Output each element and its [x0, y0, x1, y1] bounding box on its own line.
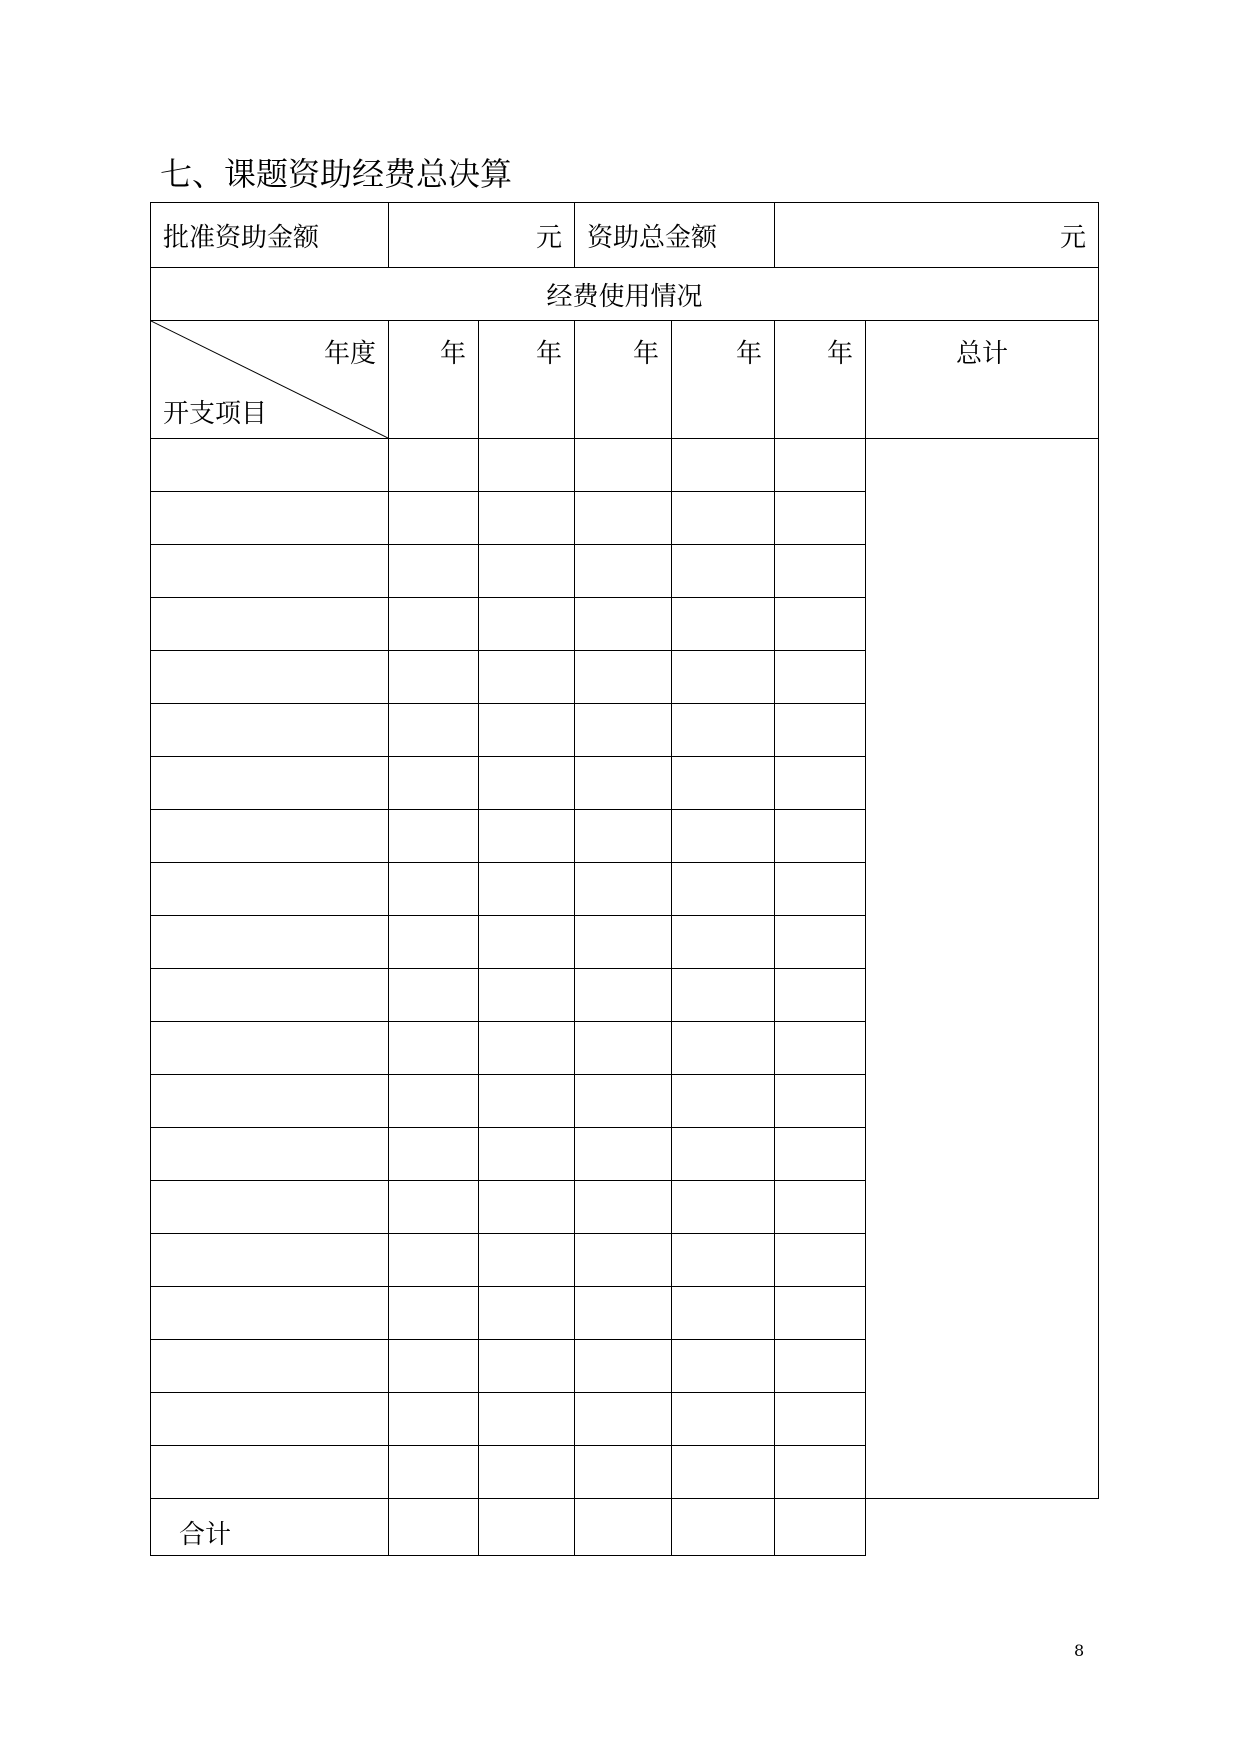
year-amount-cell-2[interactable] [479, 1340, 575, 1393]
expense-item-cell[interactable] [151, 1022, 389, 1075]
year-amount-cell-1[interactable] [389, 1128, 479, 1181]
approved-amount-label: 批准资助金额 [151, 203, 389, 268]
usage-header-row [151, 268, 1099, 321]
year-header-4[interactable]: 年 [672, 321, 775, 439]
expense-item-cell[interactable] [151, 1287, 389, 1340]
year-amount-cell-4[interactable] [672, 757, 775, 810]
year-amount-cell-4[interactable] [672, 1128, 775, 1181]
year-amount-cell-5[interactable] [775, 704, 866, 757]
year-amount-cell-5[interactable] [775, 1287, 866, 1340]
year-amount-cell-5[interactable] [775, 651, 866, 704]
expense-item-cell[interactable] [151, 1446, 389, 1499]
year-amount-cell-1[interactable] [389, 439, 479, 492]
year-amount-cell-5[interactable] [775, 545, 866, 598]
year-amount-cell-5[interactable] [775, 916, 866, 969]
expense-item-cell[interactable] [151, 1340, 389, 1393]
year-amount-cell-1[interactable] [389, 810, 479, 863]
total-cell-year-4[interactable] [672, 1499, 775, 1556]
year-amount-cell-5[interactable] [775, 598, 866, 651]
year-amount-cell-2[interactable] [479, 810, 575, 863]
item-rows [151, 439, 1099, 1499]
year-amount-cell-4[interactable] [672, 1287, 775, 1340]
expense-item-cell[interactable] [151, 598, 389, 651]
year-amount-cell-3[interactable] [575, 1075, 672, 1128]
year-amount-cell-3[interactable] [575, 916, 672, 969]
expense-item-cell[interactable] [151, 439, 389, 492]
year-amount-cell-4[interactable] [672, 545, 775, 598]
year-amount-cell-2[interactable] [479, 1234, 575, 1287]
year-header-1[interactable]: 年 [389, 321, 479, 439]
year-amount-cell-1[interactable] [389, 916, 479, 969]
year-amount-cell-2[interactable] [479, 757, 575, 810]
diag-item-label: 开支项目 [163, 399, 268, 429]
expense-item-cell[interactable] [151, 863, 389, 916]
expense-item-cell[interactable] [151, 545, 389, 598]
year-amount-cell-3[interactable] [575, 757, 672, 810]
year-amount-cell-5[interactable] [775, 1181, 866, 1234]
section-title: 七、课题资助经费总决算 [160, 155, 513, 193]
year-amount-cell-1[interactable] [389, 492, 479, 545]
year-amount-cell-5[interactable] [775, 1128, 866, 1181]
total-cell-year-1[interactable] [389, 1499, 479, 1556]
year-amount-cell-4[interactable] [672, 439, 775, 492]
total-cell-year-3[interactable] [575, 1499, 672, 1556]
year-amount-cell-4[interactable] [672, 1393, 775, 1446]
year-amount-cell-3[interactable] [575, 1234, 672, 1287]
expense-item-cell[interactable] [151, 1234, 389, 1287]
year-amount-cell-2[interactable] [479, 1287, 575, 1340]
year-amount-cell-5[interactable] [775, 1234, 866, 1287]
year-amount-cell-4[interactable] [672, 810, 775, 863]
year-amount-cell-4[interactable] [672, 651, 775, 704]
year-amount-cell-3[interactable] [575, 545, 672, 598]
column-header-row [151, 321, 1099, 439]
year-amount-cell-5[interactable] [775, 757, 866, 810]
year-header-5[interactable]: 年 [775, 321, 866, 439]
year-amount-cell-1[interactable] [389, 1181, 479, 1234]
year-amount-cell-1[interactable] [389, 598, 479, 651]
year-amount-cell-5[interactable] [775, 1446, 866, 1499]
year-amount-cell-4[interactable] [672, 1022, 775, 1075]
year-amount-cell-4[interactable] [672, 916, 775, 969]
expense-item-cell[interactable] [151, 651, 389, 704]
year-amount-cell-1[interactable] [389, 969, 479, 1022]
year-amount-cell-1[interactable] [389, 545, 479, 598]
year-amount-cell-3[interactable] [575, 651, 672, 704]
year-amount-cell-4[interactable] [672, 492, 775, 545]
year-amount-cell-1[interactable] [389, 1393, 479, 1446]
page-number: 8 [1074, 1641, 1085, 1660]
year-amount-cell-3[interactable] [575, 863, 672, 916]
expense-item-cell[interactable] [151, 916, 389, 969]
year-amount-cell-1[interactable] [389, 704, 479, 757]
diagonal-header-cell [151, 321, 389, 439]
budget-table [150, 202, 1099, 1556]
year-amount-cell-2[interactable] [479, 1075, 575, 1128]
year-amount-cell-3[interactable] [575, 969, 672, 1022]
year-header-3[interactable]: 年 [575, 321, 672, 439]
year-amount-cell-1[interactable] [389, 757, 479, 810]
usage-header: 经费使用情况 [151, 268, 1099, 321]
approved-amount-field[interactable]: 元 [389, 203, 575, 268]
year-amount-cell-1[interactable] [389, 1340, 479, 1393]
total-funding-label: 资助总金额 [575, 203, 775, 268]
year-amount-cell-2[interactable] [479, 651, 575, 704]
year-amount-cell-3[interactable] [575, 439, 672, 492]
expense-item-cell[interactable] [151, 757, 389, 810]
year-amount-cell-3[interactable] [575, 1181, 672, 1234]
year-amount-cell-4[interactable] [672, 598, 775, 651]
total-row-label: 合计 [151, 1499, 389, 1556]
year-header-2[interactable]: 年 [479, 321, 575, 439]
expense-item-cell[interactable] [151, 810, 389, 863]
year-amount-cell-5[interactable] [775, 1022, 866, 1075]
diag-year-label: 年度 [323, 339, 376, 369]
year-amount-cell-2[interactable] [479, 704, 575, 757]
year-amount-cell-5[interactable] [775, 969, 866, 1022]
year-amount-cell-3[interactable] [575, 598, 672, 651]
year-amount-cell-3[interactable] [575, 1022, 672, 1075]
year-amount-cell-1[interactable] [389, 863, 479, 916]
expense-item-row [151, 439, 1099, 492]
expense-item-cell[interactable] [151, 969, 389, 1022]
year-amount-cell-3[interactable] [575, 1128, 672, 1181]
amount-row [151, 203, 1099, 268]
year-amount-cell-3[interactable] [575, 1446, 672, 1499]
year-amount-cell-3[interactable] [575, 810, 672, 863]
expense-item-cell[interactable] [151, 1181, 389, 1234]
year-amount-cell-4[interactable] [672, 1181, 775, 1234]
year-amount-cell-1[interactable] [389, 1446, 479, 1499]
year-amount-cell-4[interactable] [672, 863, 775, 916]
year-amount-cell-3[interactable] [575, 1340, 672, 1393]
year-amount-cell-2[interactable] [479, 439, 575, 492]
expense-item-cell[interactable] [151, 1075, 389, 1128]
year-amount-cell-4[interactable] [672, 969, 775, 1022]
total-funding-field[interactable]: 元 [775, 203, 1099, 268]
year-amount-cell-5[interactable] [775, 492, 866, 545]
year-amount-cell-5[interactable] [775, 810, 866, 863]
year-amount-cell-1[interactable] [389, 1075, 479, 1128]
year-amount-cell-3[interactable] [575, 492, 672, 545]
year-amount-cell-2[interactable] [479, 492, 575, 545]
expense-item-cell[interactable] [151, 1393, 389, 1446]
year-amount-cell-2[interactable] [479, 1181, 575, 1234]
year-amount-cell-5[interactable] [775, 863, 866, 916]
expense-item-cell[interactable] [151, 704, 389, 757]
year-amount-cell-2[interactable] [479, 598, 575, 651]
total-header: 总计 [866, 321, 1099, 439]
total-cell-year-5[interactable] [775, 1499, 866, 1556]
expense-item-cell[interactable] [151, 492, 389, 545]
total-row [151, 1499, 1099, 1556]
year-amount-cell-5[interactable] [775, 1340, 866, 1393]
year-amount-cell-2[interactable] [479, 1022, 575, 1075]
grand-total-cell[interactable] [866, 439, 1099, 1499]
year-amount-cell-2[interactable] [479, 1446, 575, 1499]
year-amount-cell-5[interactable] [775, 1393, 866, 1446]
year-amount-cell-4[interactable] [672, 1234, 775, 1287]
year-amount-cell-2[interactable] [479, 969, 575, 1022]
year-amount-cell-1[interactable] [389, 1234, 479, 1287]
year-amount-cell-4[interactable] [672, 1446, 775, 1499]
year-amount-cell-2[interactable] [479, 863, 575, 916]
year-amount-cell-5[interactable] [775, 439, 866, 492]
year-amount-cell-2[interactable] [479, 545, 575, 598]
year-amount-cell-3[interactable] [575, 1393, 672, 1446]
year-amount-cell-1[interactable] [389, 1022, 479, 1075]
year-amount-cell-1[interactable] [389, 1287, 479, 1340]
year-amount-cell-2[interactable] [479, 916, 575, 969]
total-cell-year-2[interactable] [479, 1499, 575, 1556]
year-amount-cell-3[interactable] [575, 1287, 672, 1340]
year-amount-cell-2[interactable] [479, 1128, 575, 1181]
year-amount-cell-4[interactable] [672, 704, 775, 757]
year-amount-cell-2[interactable] [479, 1393, 575, 1446]
year-amount-cell-1[interactable] [389, 651, 479, 704]
year-amount-cell-4[interactable] [672, 1075, 775, 1128]
year-amount-cell-4[interactable] [672, 1340, 775, 1393]
year-amount-cell-5[interactable] [775, 1075, 866, 1128]
year-amount-cell-3[interactable] [575, 704, 672, 757]
expense-item-cell[interactable] [151, 1128, 389, 1181]
